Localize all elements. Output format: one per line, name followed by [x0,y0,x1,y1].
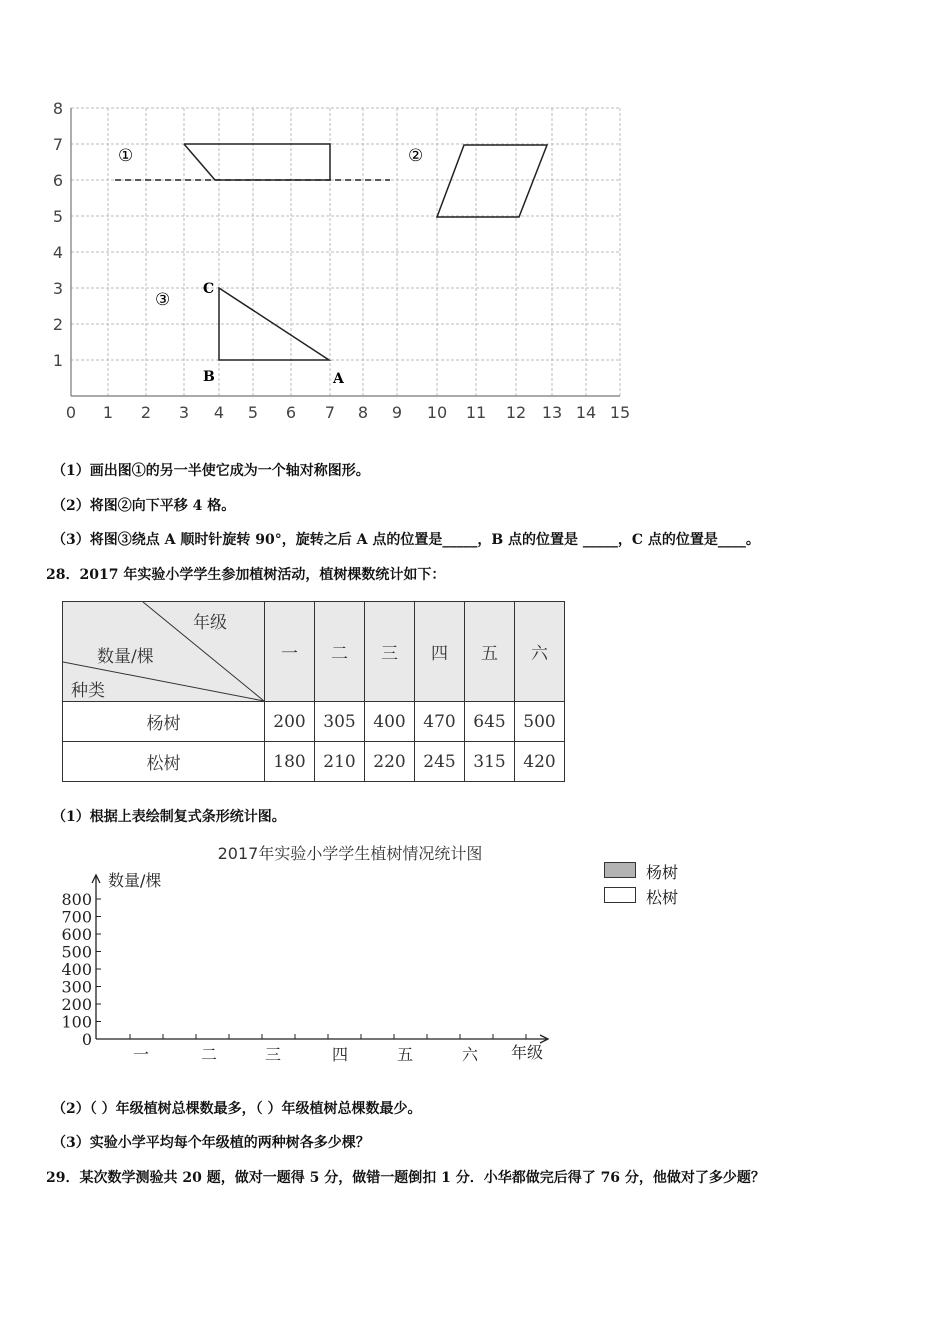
chart-x-axis-label: 年级 [511,1043,544,1062]
fig2-label: ② [408,146,424,166]
x-tick-label: 4 [213,403,225,422]
q28-sub2: （2）（ ）年级植树总棵数最多，（ ）年级植树总棵数最少。 [52,1101,422,1117]
chart-y-axis-label: 数量/棵 [108,871,162,890]
x-tick-label: 13 [541,403,563,422]
corner-kind-label: 种类 [71,681,105,701]
table-cell: 200 [265,702,315,742]
chart-y-tick-label: 700 [61,907,92,927]
chart-category-label: 一 [132,1045,150,1064]
x-tick-label: 14 [575,403,597,422]
x-tick-label: 12 [505,403,527,422]
row-name-poplar: 杨树 [63,702,265,742]
y-tick-label: 1 [52,351,64,370]
table-cell: 220 [365,742,415,782]
fig3-label: ③ [155,290,171,310]
table-cell: 315 [465,742,515,782]
chart-category-label: 二 [200,1045,218,1064]
q28-sub3: （3）实验小学平均每个年级植的两种树各多少棵？ [52,1135,370,1151]
y-tick-labels [53,99,63,370]
chart-axes [92,875,548,1043]
chart-category-label: 五 [396,1045,414,1064]
grade-header: 一 [265,602,315,702]
table-cell: 180 [265,742,315,782]
table-cell: 210 [315,742,365,782]
grid-lines [71,108,620,396]
table-cell: 245 [415,742,465,782]
x-tick-label: 7 [324,403,336,422]
point-a-label: A [333,371,344,387]
row-name-pine: 松树 [63,742,265,782]
q28-title: 28．2017 年实验小学学生参加植树活动，植树棵数统计如下： [46,567,446,583]
q27-sub1: （1）画出图①的另一半使它成为一个轴对称图形。 [52,463,370,479]
q29-text: 29．某次数学测验共 20 题，做对一题得 5 分，做错一题倒扣 1 分．小华都做完后得了 76 分，他做对了多少题？ [46,1170,765,1186]
table-cell: 400 [365,702,415,742]
chart-y-tick-label: 300 [61,977,92,997]
point-b-label: B [203,369,215,385]
grade-header: 三 [365,602,415,702]
table-cell: 420 [515,742,565,782]
x-tick-label: 11 [465,403,487,422]
x-tick-label: 3 [178,403,190,422]
corner-grade-label: 年级 [193,613,227,633]
fig1-half-shape [184,144,330,180]
y-tick-label: 4 [52,243,64,262]
y-tick-label: 8 [52,99,64,118]
chart-category-label: 六 [461,1045,479,1064]
y-tick-label: 2 [52,315,64,334]
y-tick-label: 5 [52,207,64,226]
fig2-parallelogram [437,145,547,217]
x-tick-label: 10 [426,403,448,422]
x-tick-label: 5 [247,403,259,422]
y-tick-label: 6 [52,171,64,190]
bar-chart [0,830,950,1080]
chart-title: 2017年实验小学学生植树情况统计图 [217,844,483,863]
corner-qty-label: 数量/棵 [97,647,154,667]
y-tick-label: 3 [52,279,64,298]
chart-y-tick-label: 0 [81,1030,92,1049]
point-c-label: C [203,281,215,297]
table-header-row [63,602,565,702]
fig1-label: ① [118,146,134,166]
x-tick-label: 2 [140,403,152,422]
table-cell: 470 [415,702,465,742]
table-row [63,742,565,782]
chart-y-tick-label: 500 [61,942,92,962]
x-tick-label: 6 [285,403,297,422]
x-tick-label: 8 [357,403,369,422]
legend-label-poplar: 杨树 [646,863,679,882]
y-tick-label: 7 [52,135,64,154]
x-tick-label: 1 [102,403,114,422]
tree-planting-table [62,601,565,782]
q27-sub3: （3）将图③绕点 A 顺时针旋转 90°，旋转之后 A 点的位置是_____，B 点的位置是 _____，C 点的位置是____。 [52,532,760,548]
x-tick-label: 0 [65,403,77,422]
legend-swatch-pine [604,887,636,903]
grade-header: 四 [415,602,465,702]
grade-header: 六 [515,602,565,702]
grade-header: 二 [315,602,365,702]
chart-y-ticks [61,890,526,1049]
table-cell: 500 [515,702,565,742]
x-tick-label: 15 [609,403,631,422]
grade-header: 五 [465,602,515,702]
table-corner-cell [63,602,265,702]
x-tick-labels [66,403,630,422]
chart-y-tick-label: 100 [61,1012,92,1032]
table-cell: 305 [315,702,365,742]
chart-category-label: 三 [264,1045,282,1064]
chart-y-tick-label: 400 [61,960,92,979]
chart-categories [133,1045,479,1064]
legend-label-pine: 松树 [646,888,679,907]
table-cell: 645 [465,702,515,742]
table-row [63,702,565,742]
legend-swatch-poplar [604,862,636,878]
chart-y-tick-label: 600 [61,925,92,944]
chart-y-tick-label: 200 [61,995,92,1014]
q27-sub2: （2）将图②向下平移 4 格。 [52,498,236,514]
chart-category-label: 四 [331,1045,349,1064]
x-tick-label: 9 [391,403,403,422]
q28-sub1: （1）根据上表绘制复式条形统计图。 [52,809,286,825]
coordinate-grid-figure [0,0,950,440]
chart-y-tick-label: 800 [61,890,92,909]
